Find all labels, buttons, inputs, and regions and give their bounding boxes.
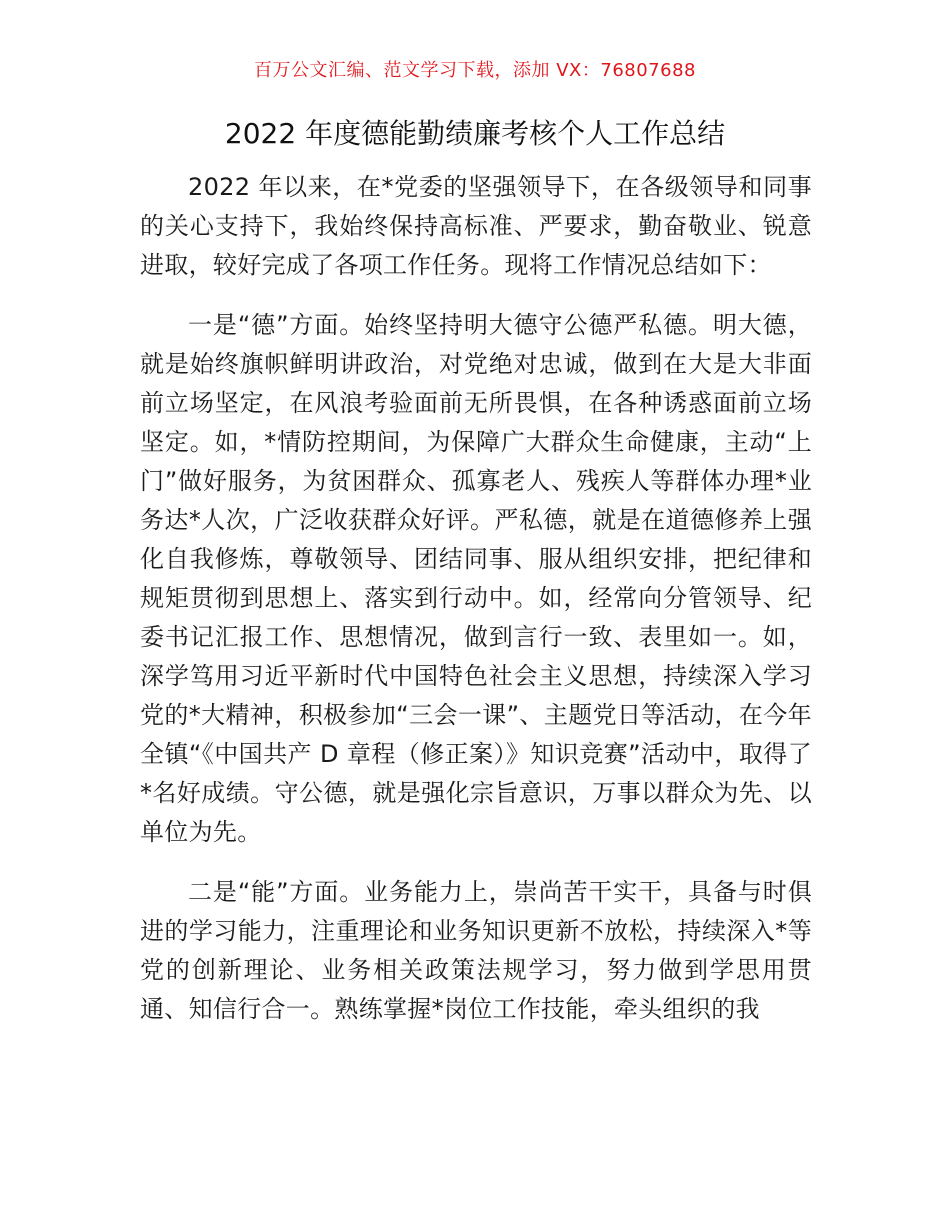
header-watermark: 百万公文汇编、范文学习下载，添加 VX：76807688 xyxy=(254,60,696,81)
paragraph-neng: 二是“能”方面。业务能力上，崇尚苦干实干，具备与时俱进的学习能力，注重理论和业务知识更新不放松，持续深入*等党的创新理论、业务相关政策法规学习，努力做到学思用贯通、知信行合一。熟练掌握*岗位工作技能，牵头组织的我 xyxy=(140,878,812,1023)
paragraph-intro: 2022 年以来，在*党委的坚强领导下，在各级领导和同事的关心支持下，我始终保持高标准、严要求，勤奋敬业、锐意进取，较好完成了各项工作任务。现将工作情况总结如下： xyxy=(140,173,812,279)
document-body xyxy=(140,168,812,1050)
document-title: 2022 年度德能勤绩廉考核个人工作总结 xyxy=(224,117,726,150)
paragraph-de: 一是“德”方面。始终坚持明大德守公德严私德。明大德，就是始终旗帜鲜明讲政治，对党绝对忠诚，做到在大是大非面前立场坚定，在风浪考验面前无所畏惧，在各种诱惑面前立场坚定。如，*情防控期间，为保障广大群众生命健康，主动“上门”做好服务，为贫困群众、孤寡老人、残疾人等群体办理*业务达*人次，广泛收获群众好评。严私德，就是在道德修养上强化自我修炼，尊敬领导、团结同事、服从组织安排，把纪律和规矩贯彻到思想上、落实到行动中。如，经常向分管领导、纪委书记汇报工作、思想情况，做到言行一致、表里如一。如，深学笃用习近平新时代中国特色社会主义思想，持续深入学习党的*大精神，积极参加“三会一课”、主题党日等活动，在今年全镇“《中国共产 D 章程（修正案）》知识竞赛”活动中，取得了*名好成绩。守公德，就是强化宗旨意识，万事以群众为先、以单位为先。 xyxy=(140,311,812,846)
